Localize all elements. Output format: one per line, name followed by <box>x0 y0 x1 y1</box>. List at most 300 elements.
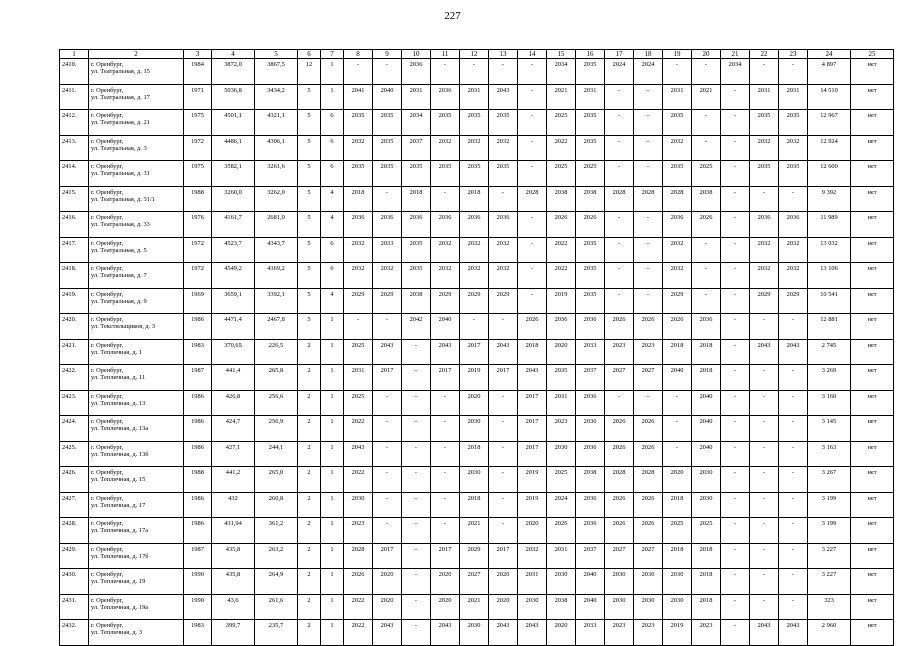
table-cell: 4486,1 <box>212 135 255 161</box>
table-cell: 3434,2 <box>255 84 298 110</box>
table-cell: 2043 <box>344 441 373 467</box>
table-cell: 1986 <box>184 314 212 340</box>
table-cell: 1 <box>321 416 344 442</box>
table-cell: 2036 <box>692 314 721 340</box>
table-cell: 2030 <box>692 492 721 518</box>
table-cell: 12 600 <box>808 161 851 187</box>
table-cell: 10 541 <box>808 288 851 314</box>
row-number: 2419. <box>60 288 89 314</box>
address-street: ул. Тепличная, д. 1 <box>91 348 143 356</box>
table-cell: - <box>518 288 547 314</box>
table-cell: - <box>663 416 692 442</box>
table-cell: - <box>431 416 460 442</box>
table-cell: 4 <box>321 186 344 212</box>
table-cell: 2018 <box>663 543 692 569</box>
table-cell: 2018 <box>692 543 721 569</box>
table-cell: 3260,0 <box>212 186 255 212</box>
table-row <box>60 186 894 212</box>
table-cell: 5 <box>298 237 321 263</box>
table-cell: 4369,2 <box>255 263 298 289</box>
row-number: 2424. <box>60 416 89 442</box>
address-city: г. Оренбург, <box>91 316 124 323</box>
table-cell: 12 924 <box>808 135 851 161</box>
table-cell: 2017 <box>431 543 460 569</box>
table-cell: 2025 <box>663 518 692 544</box>
table-cell: 4 897 <box>808 59 851 85</box>
column-header: 20 <box>692 50 721 59</box>
table-cell: 1971 <box>184 84 212 110</box>
address-cell <box>89 186 184 212</box>
table-cell: 2029 <box>373 288 402 314</box>
address-city: г. Оренбург, <box>91 520 124 527</box>
table-cell: 2033 <box>576 339 605 365</box>
address-street: ул. Тепличная, д. 13а <box>91 425 149 433</box>
table-cell: - <box>431 186 460 212</box>
table-cell: 2023 <box>692 620 721 646</box>
address-street: ул. Театральная, д. 31/1 <box>91 195 155 203</box>
table-cell: - <box>402 339 431 365</box>
table-cell: 2035 <box>547 365 576 391</box>
table-cell: - <box>750 390 779 416</box>
table-cell: 2036 <box>779 212 808 238</box>
column-header: 12 <box>460 50 489 59</box>
table-cell: - <box>721 543 750 569</box>
table-cell: - <box>489 390 518 416</box>
table-cell: - <box>373 467 402 493</box>
table-cell: - <box>373 518 402 544</box>
table-cell: - <box>634 288 663 314</box>
table-cell: 2036 <box>431 212 460 238</box>
table-cell: - <box>402 620 431 646</box>
table-row <box>60 620 894 646</box>
table-cell: 6 <box>321 263 344 289</box>
row-number: 2430. <box>60 569 89 595</box>
table-cell: - <box>431 441 460 467</box>
table-cell: 2028 <box>605 467 634 493</box>
table-cell: 2035 <box>402 263 431 289</box>
column-header: 17 <box>605 50 634 59</box>
table-cell: 2018 <box>692 365 721 391</box>
table-cell: 12 881 <box>808 314 851 340</box>
table-cell: 260,8 <box>255 492 298 518</box>
table-cell: 2032 <box>750 237 779 263</box>
table-cell: - <box>663 441 692 467</box>
table-cell: 2025 <box>547 110 576 136</box>
table-cell: 6 <box>321 135 344 161</box>
table-cell: - <box>634 212 663 238</box>
table-cell: - <box>605 263 634 289</box>
table-cell: 2019 <box>663 620 692 646</box>
table-cell: 1969 <box>184 288 212 314</box>
address-street: ул. Тепличная, д. 13б <box>91 450 149 458</box>
table-row <box>60 492 894 518</box>
address-street: ул. Тепличная, д. 11 <box>91 374 146 382</box>
table-cell: нет <box>851 492 894 518</box>
table-cell: 2030 <box>460 467 489 493</box>
table-cell: 2020 <box>431 594 460 620</box>
table-cell: 2026 <box>605 314 634 340</box>
table-cell: 2025 <box>692 161 721 187</box>
table-cell: 2035 <box>750 110 779 136</box>
table-cell: - <box>605 84 634 110</box>
table-cell: - <box>779 569 808 595</box>
table-cell: 1972 <box>184 237 212 263</box>
table-row <box>60 212 894 238</box>
table-cell: - <box>750 416 779 442</box>
table-cell: 2029 <box>344 288 373 314</box>
table-cell: 3582,1 <box>212 161 255 187</box>
row-number: 2411. <box>60 84 89 110</box>
table-cell: - <box>692 288 721 314</box>
page-number: 227 <box>444 10 461 22</box>
table-cell: 2030 <box>634 594 663 620</box>
table-cell: 5 <box>298 263 321 289</box>
table-cell: 13 106 <box>808 263 851 289</box>
table-cell: 2023 <box>605 339 634 365</box>
table-cell: 2 <box>298 492 321 518</box>
table-cell: 2019 <box>460 365 489 391</box>
table-cell: - <box>750 594 779 620</box>
table-cell: 2043 <box>489 620 518 646</box>
table-cell: - <box>721 518 750 544</box>
address-city: г. Оренбург, <box>91 469 124 476</box>
column-header: 25 <box>851 50 894 59</box>
table-cell: 2035 <box>373 135 402 161</box>
table-cell: 427,1 <box>212 441 255 467</box>
table-cell: - <box>721 492 750 518</box>
table-row <box>60 569 894 595</box>
table-cell: 2021 <box>547 84 576 110</box>
table-cell: - <box>721 263 750 289</box>
address-cell <box>89 569 184 595</box>
table-cell: 2043 <box>489 339 518 365</box>
address-cell <box>89 620 184 646</box>
table-cell: 2026 <box>547 212 576 238</box>
address-city: г. Оренбург, <box>91 367 124 374</box>
table-cell: 2 745 <box>808 339 851 365</box>
table-cell: 2040 <box>692 416 721 442</box>
table-cell: 2 <box>298 441 321 467</box>
table-cell: - <box>721 212 750 238</box>
column-header: 1 <box>60 50 89 59</box>
table-cell: 2032 <box>663 237 692 263</box>
table-cell: 2036 <box>373 212 402 238</box>
table-cell: 3 145 <box>808 416 851 442</box>
table-cell: 2027 <box>634 543 663 569</box>
table-cell: 1986 <box>184 416 212 442</box>
table-cell: 1983 <box>184 339 212 365</box>
table-cell: нет <box>851 365 894 391</box>
address-city: г. Оренбург, <box>91 622 124 629</box>
table-cell: 2023 <box>547 416 576 442</box>
table-cell: 2040 <box>692 390 721 416</box>
table-cell: 441,4 <box>212 365 255 391</box>
table-cell: 2018 <box>518 339 547 365</box>
table-cell: 2028 <box>634 186 663 212</box>
table-cell: - <box>373 492 402 518</box>
table-cell: - <box>344 59 373 85</box>
table-cell: 1990 <box>184 569 212 595</box>
table-cell: 2031 <box>547 390 576 416</box>
table-cell: 2043 <box>431 339 460 365</box>
table-cell: - <box>721 620 750 646</box>
column-header: 6 <box>298 50 321 59</box>
table-cell: - <box>750 467 779 493</box>
table-cell: 2035 <box>344 161 373 187</box>
table-cell: - <box>518 161 547 187</box>
table-cell: 2024 <box>547 492 576 518</box>
data-table <box>59 49 894 646</box>
address-cell <box>89 543 184 569</box>
table-cell: 6 <box>321 110 344 136</box>
table-cell: 1 <box>321 620 344 646</box>
table-cell: 2034 <box>547 59 576 85</box>
address-street: ул. Театральная, д. 17 <box>91 93 150 101</box>
table-cell: нет <box>851 288 894 314</box>
table-cell: - <box>634 135 663 161</box>
table-cell: 2032 <box>663 263 692 289</box>
table-row <box>60 288 894 314</box>
table-cell: - <box>779 59 808 85</box>
row-number: 2422. <box>60 365 89 391</box>
table-row <box>60 467 894 493</box>
table-cell: 2032 <box>750 135 779 161</box>
table-cell: 1986 <box>184 492 212 518</box>
column-header: 24 <box>808 50 851 59</box>
table-cell: 5 <box>298 186 321 212</box>
table-cell: 1972 <box>184 263 212 289</box>
table-cell: нет <box>851 135 894 161</box>
table-cell: 2027 <box>634 365 663 391</box>
table-cell: 2028 <box>518 186 547 212</box>
address-cell <box>89 492 184 518</box>
row-number: 2431. <box>60 594 89 620</box>
table-cell: 2036 <box>547 314 576 340</box>
address-cell <box>89 416 184 442</box>
table-cell: 14 510 <box>808 84 851 110</box>
table-cell: 13 032 <box>808 237 851 263</box>
table-row <box>60 237 894 263</box>
table-cell: 2036 <box>576 314 605 340</box>
table-cell: 2023 <box>605 620 634 646</box>
table-cell: 261,6 <box>255 594 298 620</box>
table-row <box>60 594 894 620</box>
table-cell: 2029 <box>489 288 518 314</box>
table-cell: 2022 <box>344 467 373 493</box>
table-cell: 2032 <box>460 135 489 161</box>
table-cell: 2031 <box>547 543 576 569</box>
row-number: 2429. <box>60 543 89 569</box>
table-cell: - <box>634 263 663 289</box>
table-cell: - <box>779 390 808 416</box>
table-cell: - <box>721 467 750 493</box>
table-cell: 2035 <box>402 161 431 187</box>
table-cell: 43,6 <box>212 594 255 620</box>
address-city: г. Оренбург, <box>91 545 124 553</box>
table-cell: - <box>721 161 750 187</box>
table-cell: 1 <box>321 441 344 467</box>
table-cell: 1987 <box>184 365 212 391</box>
table-cell: - <box>634 390 663 416</box>
table-row <box>60 84 894 110</box>
table-cell: 1987 <box>184 543 212 569</box>
table-cell: 3872,0 <box>212 59 255 85</box>
table-cell: - <box>460 314 489 340</box>
table-cell: 2032 <box>344 237 373 263</box>
table-cell: 2034 <box>402 110 431 136</box>
table-cell: 2032 <box>489 135 518 161</box>
table-cell: 2036 <box>402 59 431 85</box>
table-cell: 4501,1 <box>212 110 255 136</box>
table-cell: нет <box>851 339 894 365</box>
table-row <box>60 59 894 85</box>
table-cell: 2022 <box>344 594 373 620</box>
table-cell: - <box>750 492 779 518</box>
table-cell: 1 <box>321 339 344 365</box>
table-cell: 2035 <box>576 237 605 263</box>
table-cell: 2037 <box>576 365 605 391</box>
table-cell: - <box>692 110 721 136</box>
address-city: г. Оренбург, <box>91 137 124 145</box>
table-row <box>60 416 894 442</box>
column-header: 23 <box>779 50 808 59</box>
table-cell: - <box>692 135 721 161</box>
table-cell: 2467,8 <box>255 314 298 340</box>
table-cell: - <box>779 467 808 493</box>
table-cell: 2031 <box>750 84 779 110</box>
table-cell: 1 <box>321 390 344 416</box>
table-cell: - <box>779 365 808 391</box>
table-cell: 323 <box>808 594 851 620</box>
table-cell: - <box>634 161 663 187</box>
table-cell: 2017 <box>373 365 402 391</box>
table-cell: 2035 <box>489 161 518 187</box>
table-cell: 2043 <box>431 620 460 646</box>
table-cell: 5 <box>298 212 321 238</box>
table-cell: 2025 <box>344 390 373 416</box>
table-cell: 256,9 <box>255 416 298 442</box>
table-cell: 2025 <box>576 161 605 187</box>
table-cell: - <box>663 390 692 416</box>
table-cell: 2032 <box>489 263 518 289</box>
table-cell: 2033 <box>576 620 605 646</box>
table-cell: 2032 <box>460 237 489 263</box>
address-street: ул. Театральная, д. 33 <box>91 221 150 229</box>
table-cell: - <box>750 543 779 569</box>
table-cell: - <box>663 59 692 85</box>
address-street: ул. Театральная, д. 9 <box>91 297 147 305</box>
table-cell: 2026 <box>634 441 663 467</box>
table-cell: нет <box>851 620 894 646</box>
address-cell <box>89 467 184 493</box>
table-row <box>60 390 894 416</box>
address-city: г. Оренбург, <box>91 392 124 400</box>
table-cell: 2038 <box>402 288 431 314</box>
table-cell: 3659,1 <box>212 288 255 314</box>
table-cell: 2031 <box>402 84 431 110</box>
table-cell: 256,6 <box>255 390 298 416</box>
table-cell: 3261,6 <box>255 161 298 187</box>
table-cell: 1986 <box>184 390 212 416</box>
table-cell: 2022 <box>547 263 576 289</box>
table-cell: - <box>692 59 721 85</box>
table-cell: 361,2 <box>255 518 298 544</box>
table-cell: - <box>721 390 750 416</box>
row-number: 2410. <box>60 59 89 85</box>
address-city: г. Оренбург, <box>91 571 124 578</box>
table-cell: 2029 <box>750 288 779 314</box>
table-cell: - <box>692 237 721 263</box>
table-cell: 2020 <box>460 390 489 416</box>
address-cell <box>89 135 184 161</box>
table-cell: 1 <box>321 365 344 391</box>
row-number: 2423. <box>60 390 89 416</box>
column-header: 19 <box>663 50 692 59</box>
table-cell: 1986 <box>184 518 212 544</box>
table-cell: 2035 <box>576 110 605 136</box>
table-cell: нет <box>851 186 894 212</box>
table-cell: 2043 <box>750 339 779 365</box>
table-cell: - <box>431 59 460 85</box>
table-cell: 1988 <box>184 467 212 493</box>
table-row <box>60 365 894 391</box>
table-cell: 2017 <box>489 543 518 569</box>
table-cell: 2020 <box>489 594 518 620</box>
address-street: ул. Театральная, д. 31 <box>91 170 150 178</box>
table-cell: 2031 <box>460 84 489 110</box>
table-cell: 4 <box>321 288 344 314</box>
address-street: ул. Текстильщиков, д. 3 <box>91 323 156 331</box>
table-cell: 2028 <box>344 543 373 569</box>
table-cell: 12 967 <box>808 110 851 136</box>
table-cell: 2038 <box>576 186 605 212</box>
table-cell: - <box>460 59 489 85</box>
table-row <box>60 161 894 187</box>
table-cell: 2019 <box>547 288 576 314</box>
table-cell: 3262,0 <box>255 186 298 212</box>
table-cell: 2029 <box>460 543 489 569</box>
table-cell: 2025 <box>547 161 576 187</box>
address-city: г. Оренбург, <box>91 214 124 221</box>
address-city: г. Оренбург, <box>91 61 124 68</box>
table-cell: - <box>373 416 402 442</box>
table-cell: 2032 <box>518 543 547 569</box>
address-street: ул. Тепличная, д. 3 <box>91 629 143 637</box>
table-cell: - <box>750 441 779 467</box>
table-cell: 2038 <box>547 186 576 212</box>
column-header: 18 <box>634 50 663 59</box>
table-cell: нет <box>851 110 894 136</box>
table-cell: 399,7 <box>212 620 255 646</box>
table-row <box>60 339 894 365</box>
table-cell: - <box>779 518 808 544</box>
table-cell: 2017 <box>518 441 547 467</box>
table-cell: 2018 <box>692 594 721 620</box>
table-cell: 2 <box>298 390 321 416</box>
table-cell: 2032 <box>779 237 808 263</box>
table-cell: 2023 <box>634 339 663 365</box>
table-cell: 2035 <box>779 161 808 187</box>
address-cell <box>89 365 184 391</box>
table-cell: - <box>402 569 431 595</box>
table-row <box>60 543 894 569</box>
table-cell: 2028 <box>663 186 692 212</box>
address-city: г. Оренбург, <box>91 265 124 272</box>
column-header: 10 <box>402 50 431 59</box>
table-cell: - <box>518 237 547 263</box>
table-cell: 2035 <box>779 110 808 136</box>
address-street: ул. Театральная, д. 15 <box>91 68 150 76</box>
